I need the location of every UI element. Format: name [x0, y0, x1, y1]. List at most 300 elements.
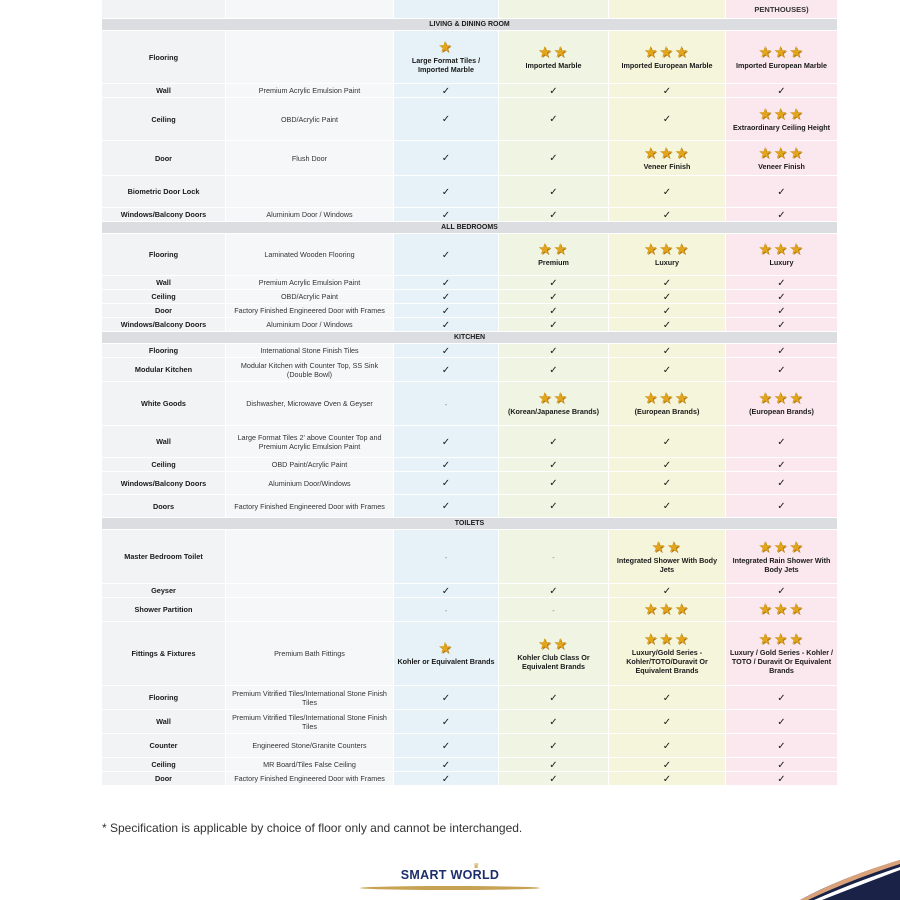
star-icon: ★ [674, 631, 691, 648]
row-specification: OBD/Acrylic Paint [226, 98, 394, 141]
star-rating [397, 40, 495, 56]
table-row [102, 290, 837, 304]
row-specification: Flush Door [226, 141, 394, 176]
tier-cell [499, 344, 609, 358]
header-cell [394, 0, 499, 19]
tier-cell [394, 358, 499, 382]
star-icon: ★ [538, 241, 554, 258]
row-item-label: Windows/Balcony Doors [102, 472, 226, 495]
star-icon: ★ [659, 390, 675, 407]
row-specification: OBD/Acrylic Paint [226, 290, 394, 304]
table-row [102, 758, 837, 772]
tier-cell [726, 734, 838, 758]
row-specification: Factory Finished Engineered Door with Frames [226, 304, 394, 318]
section-header-row [102, 222, 837, 234]
star-icon: ★ [643, 144, 660, 162]
tier-cell [499, 304, 609, 318]
table-row [102, 84, 837, 98]
star-rating [502, 391, 605, 407]
tier-cell [609, 772, 726, 786]
tier-cell [394, 208, 499, 222]
tier-cell [726, 290, 838, 304]
tier-cell [726, 84, 838, 98]
row-specification [226, 31, 394, 84]
section-title: LIVING & DINING ROOM [102, 19, 837, 31]
table-row [102, 31, 837, 84]
table-row [102, 734, 837, 758]
check-icon: ✓ [662, 85, 672, 97]
tier-description: (Korean/Japanese Brands) [507, 407, 600, 416]
tier-cell [726, 234, 838, 276]
tier-cell [394, 598, 499, 622]
check-icon: ✓ [441, 209, 451, 221]
section-title: TOILETS [102, 518, 837, 530]
tier-cell [394, 84, 499, 98]
check-icon: ✓ [777, 345, 786, 357]
check-icon: ✓ [441, 501, 451, 512]
tier-cell [609, 495, 726, 518]
check-icon: ✓ [441, 773, 451, 785]
check-icon: ✓ [777, 277, 786, 289]
tier-cell [499, 758, 609, 772]
row-item-label: Counter [102, 734, 226, 758]
dash-mark: - [444, 606, 448, 615]
star-icon: ★ [773, 144, 790, 162]
table-row [102, 318, 837, 332]
tier-cell [726, 495, 838, 518]
table-header-row [102, 0, 837, 19]
row-item-label: Flooring [102, 686, 226, 710]
check-icon: ✓ [549, 153, 558, 164]
tier-cell [499, 290, 609, 304]
check-icon: ✓ [441, 436, 451, 448]
tier-cell [609, 472, 726, 495]
row-specification [226, 598, 394, 622]
row-item-label: Flooring [102, 31, 226, 84]
row-item-label: Shower Partition [102, 598, 226, 622]
check-icon: ✓ [662, 305, 672, 317]
row-item-label: Wall [102, 710, 226, 734]
check-icon: ✓ [777, 773, 786, 785]
star-icon: ★ [773, 105, 790, 123]
tier-cell [394, 382, 499, 426]
star-icon: ★ [789, 105, 805, 123]
check-icon: ✓ [662, 345, 672, 357]
star-icon: ★ [553, 241, 569, 258]
smart-world-logo [360, 863, 540, 896]
check-icon: ✓ [549, 209, 558, 221]
star-icon: ★ [773, 241, 790, 258]
tier-cell [499, 276, 609, 290]
tier-cell [609, 358, 726, 382]
tier-cell [394, 304, 499, 318]
row-item-label: Wall [102, 426, 226, 458]
tier-description: Veneer Finish [758, 161, 805, 171]
check-icon: ✓ [777, 319, 786, 331]
star-icon: ★ [773, 43, 790, 61]
tier-description: Luxury [655, 258, 679, 267]
star-rating [729, 602, 834, 618]
check-icon: ✓ [662, 501, 672, 512]
star-rating [612, 540, 722, 556]
check-icon: ✓ [549, 501, 558, 512]
row-item-label: Windows/Balcony Doors [102, 318, 226, 332]
tier-cell [609, 598, 726, 622]
check-icon: ✓ [777, 740, 786, 752]
tier-cell [609, 208, 726, 222]
tier-description: Luxury / Gold Series - Kohler / TOTO / Duravit Or Equivalent Brands [729, 648, 834, 675]
tier-cell [394, 622, 499, 686]
check-icon: ✓ [777, 364, 786, 376]
tier-cell [499, 141, 609, 176]
tier-cell [394, 772, 499, 786]
star-icon: ★ [758, 538, 774, 556]
tier-description: Large Format Tiles / Imported Marble [411, 56, 481, 74]
star-icon: ★ [789, 600, 805, 618]
check-icon: ✓ [662, 773, 672, 785]
star-icon: ★ [643, 241, 660, 258]
row-specification: Premium Acrylic Emulsion Paint [226, 84, 394, 98]
tier-cell [394, 530, 499, 584]
table-row [102, 710, 837, 734]
table-row [102, 358, 837, 382]
row-specification: Engineered Stone/Granite Counters [226, 734, 394, 758]
row-specification: MR Board/Tiles False Ceiling [226, 758, 394, 772]
tier-cell [609, 141, 726, 176]
row-item-label: Geyser [102, 584, 226, 598]
dash-mark: - [552, 606, 555, 615]
tier-cell [609, 622, 726, 686]
star-icon: ★ [758, 241, 774, 258]
star-icon: ★ [758, 600, 774, 618]
header-cell [499, 0, 609, 19]
section-header-row [102, 518, 837, 530]
tier-cell [609, 234, 726, 276]
tier-cell [394, 31, 499, 84]
check-icon: ✓ [549, 291, 558, 303]
corner-swoosh-decoration [800, 860, 900, 900]
check-icon: ✓ [441, 692, 451, 704]
row-specification: OBD Paint/Acrylic Paint [226, 458, 394, 472]
star-rating [729, 632, 834, 648]
check-icon: ✓ [777, 186, 786, 198]
star-rating [612, 391, 722, 407]
tier-cell [609, 734, 726, 758]
row-specification: Factory Finished Engineered Door with Frames [226, 495, 394, 518]
tier-cell [499, 530, 609, 584]
tier-cell [499, 98, 609, 141]
tier-cell [726, 530, 838, 584]
tier-description: Veneer Finish [643, 161, 691, 171]
check-icon: ✓ [441, 186, 451, 198]
tier-cell [499, 176, 609, 208]
tier-cell [726, 276, 838, 290]
tier-cell [499, 686, 609, 710]
tier-cell [726, 31, 838, 84]
tier-cell [394, 426, 499, 458]
row-item-label: Flooring [102, 344, 226, 358]
check-icon: ✓ [441, 585, 451, 597]
tier-cell [394, 710, 499, 734]
dash-mark: - [444, 553, 448, 562]
row-specification: Premium Bath Fittings [226, 622, 394, 686]
table-row [102, 276, 837, 290]
tier-cell [609, 98, 726, 141]
specification-table [102, 0, 837, 786]
check-icon: ✓ [549, 436, 558, 448]
row-specification: Dishwasher, Microwave Oven & Geyser [226, 382, 394, 426]
check-icon: ✓ [549, 478, 558, 489]
row-item-label: Wall [102, 84, 226, 98]
check-icon: ✓ [662, 740, 672, 752]
row-item-label: Ceiling [102, 98, 226, 141]
tier-cell [609, 458, 726, 472]
tier-cell [726, 98, 838, 141]
tier-cell [499, 495, 609, 518]
tier-cell [609, 758, 726, 772]
check-icon: ✓ [441, 305, 451, 317]
check-icon: ✓ [441, 759, 451, 771]
tier-cell [726, 358, 838, 382]
tier-description: Imported European Marble [735, 60, 828, 70]
row-specification: Factory Finished Engineered Door with Frames [226, 772, 394, 786]
check-icon: ✓ [777, 585, 786, 597]
star-icon: ★ [789, 538, 805, 556]
table-row [102, 622, 837, 686]
row-specification: Modular Kitchen with Counter Top, SS Sink (Double Bowl) [226, 358, 394, 382]
tier-cell [609, 382, 726, 426]
tier-cell [609, 31, 726, 84]
star-icon: ★ [674, 390, 691, 407]
check-icon: ✓ [662, 585, 672, 597]
star-icon: ★ [674, 241, 691, 258]
check-icon: ✓ [662, 716, 672, 728]
table-row [102, 141, 837, 176]
tier-cell [394, 290, 499, 304]
check-icon: ✓ [549, 186, 558, 198]
tier-cell [499, 31, 609, 84]
check-icon: ✓ [662, 364, 672, 376]
row-specification: Laminated Wooden Flooring [226, 234, 394, 276]
section-title: ALL BEDROOMS [102, 222, 837, 234]
check-icon: ✓ [777, 692, 786, 704]
check-icon: ✓ [662, 114, 672, 125]
header-cell [102, 0, 226, 19]
star-icon: ★ [538, 43, 554, 61]
crown-icon: ♛ [473, 863, 480, 870]
tier-cell [726, 458, 838, 472]
check-icon: ✓ [662, 759, 672, 771]
tier-cell [394, 344, 499, 358]
check-icon: ✓ [549, 277, 558, 289]
star-icon: ★ [773, 631, 790, 648]
row-specification: Premium Vitrified Tiles/International Stone Finish Tiles [226, 686, 394, 710]
tier-cell [394, 734, 499, 758]
star-icon: ★ [643, 43, 660, 61]
star-rating [612, 242, 722, 258]
table-row [102, 426, 837, 458]
check-icon: ✓ [549, 692, 558, 704]
check-icon: ✓ [662, 186, 672, 198]
star-rating [729, 107, 834, 123]
row-specification: Premium Vitrified Tiles/International Stone Finish Tiles [226, 710, 394, 734]
row-item-label: Wall [102, 276, 226, 290]
tier-cell [499, 234, 609, 276]
check-icon: ✓ [777, 716, 786, 728]
section-title: KITCHEN [102, 332, 837, 344]
star-icon: ★ [773, 390, 790, 407]
star-icon: ★ [659, 631, 675, 648]
check-icon: ✓ [441, 291, 451, 303]
check-icon: ✓ [441, 153, 451, 164]
star-icon: ★ [674, 144, 691, 162]
tier-cell [726, 304, 838, 318]
star-icon: ★ [643, 631, 660, 648]
tier-cell [609, 318, 726, 332]
tier-cell [499, 458, 609, 472]
check-icon: ✓ [662, 319, 672, 331]
check-icon: ✓ [662, 436, 672, 448]
tier-description: Luxury/Gold Series - Kohler/TOTO/Duravit Or Equivalent Brands [626, 648, 708, 675]
check-icon: ✓ [549, 319, 558, 331]
star-icon: ★ [659, 43, 675, 61]
tier-cell [609, 176, 726, 208]
check-icon: ✓ [549, 740, 558, 752]
check-icon: ✓ [441, 114, 451, 125]
star-icon: ★ [553, 390, 569, 407]
check-icon: ✓ [441, 345, 451, 357]
star-rating [612, 146, 722, 162]
star-icon: ★ [674, 600, 691, 618]
tier-cell [726, 584, 838, 598]
section-header-row [102, 19, 837, 31]
row-specification [226, 530, 394, 584]
tier-cell [726, 208, 838, 222]
tier-cell [499, 472, 609, 495]
table-row [102, 686, 837, 710]
header-cell-penthouses: PENTHOUSES) [726, 0, 838, 19]
tier-cell [609, 710, 726, 734]
row-item-label: Ceiling [102, 290, 226, 304]
star-icon: ★ [773, 600, 790, 618]
check-icon: ✓ [549, 585, 558, 597]
row-specification: Aluminium Door / Windows [226, 318, 394, 332]
tier-cell [609, 584, 726, 598]
tier-cell [394, 686, 499, 710]
tier-cell [499, 208, 609, 222]
check-icon: ✓ [662, 459, 672, 471]
check-icon: ✓ [441, 459, 451, 471]
check-icon: ✓ [549, 716, 558, 728]
table-row [102, 382, 837, 426]
tier-description: (European Brands) [749, 407, 814, 416]
star-rating [502, 242, 605, 258]
row-item-label: Flooring [102, 234, 226, 276]
star-rating [502, 45, 605, 61]
star-icon: ★ [643, 390, 660, 407]
tier-cell [394, 458, 499, 472]
tier-cell [394, 758, 499, 772]
star-icon: ★ [659, 144, 675, 162]
star-rating [612, 602, 722, 618]
row-item-label: Door [102, 141, 226, 176]
row-item-label: Fittings & Fixtures [102, 622, 226, 686]
tier-cell [726, 472, 838, 495]
tier-description: Imported Marble [525, 60, 582, 70]
tier-description: Premium [538, 258, 569, 267]
star-rating [612, 45, 722, 61]
tier-cell [726, 758, 838, 772]
row-specification [226, 176, 394, 208]
tier-cell [499, 584, 609, 598]
tier-cell [726, 710, 838, 734]
star-icon: ★ [667, 538, 683, 556]
table-row [102, 304, 837, 318]
tier-cell [609, 426, 726, 458]
header-cell [226, 0, 394, 19]
tier-cell [499, 598, 609, 622]
tier-cell [609, 84, 726, 98]
star-icon: ★ [438, 39, 454, 56]
tier-cell [609, 304, 726, 318]
star-icon: ★ [538, 390, 554, 407]
tier-cell [499, 382, 609, 426]
check-icon: ✓ [441, 716, 451, 728]
tier-cell [394, 234, 499, 276]
tier-cell [394, 98, 499, 141]
tier-description: Luxury [769, 258, 794, 267]
check-icon: ✓ [662, 291, 672, 303]
tier-cell [499, 426, 609, 458]
row-item-label: Door [102, 304, 226, 318]
row-specification: Large Format Tiles 2' above Counter Top and Premium Acrylic Emulsion Paint [226, 426, 394, 458]
table-row [102, 472, 837, 495]
tier-cell [726, 772, 838, 786]
row-item-label: Doors [102, 495, 226, 518]
tier-cell [726, 382, 838, 426]
star-rating [397, 641, 495, 657]
row-item-label: Ceiling [102, 458, 226, 472]
tier-cell [499, 710, 609, 734]
check-icon: ✓ [777, 291, 786, 303]
tier-cell [394, 472, 499, 495]
table-row [102, 598, 837, 622]
check-icon: ✓ [777, 501, 786, 512]
table-row [102, 344, 837, 358]
row-item-label: Modular Kitchen [102, 358, 226, 382]
star-icon: ★ [553, 43, 569, 61]
tier-cell [726, 344, 838, 358]
footnote: * Specification is applicable by choice of floor only and cannot be interchanged. [102, 821, 523, 835]
star-icon: ★ [674, 43, 691, 61]
tier-cell [394, 495, 499, 518]
header-cell [609, 0, 726, 19]
star-icon: ★ [553, 635, 569, 653]
table-row [102, 458, 837, 472]
row-specification: Aluminium Door / Windows [226, 208, 394, 222]
tier-cell [394, 318, 499, 332]
tier-cell [726, 176, 838, 208]
row-item-label: Windows/Balcony Doors [102, 208, 226, 222]
row-specification: Premium Acrylic Emulsion Paint [226, 276, 394, 290]
check-icon: ✓ [777, 478, 786, 489]
row-specification [226, 584, 394, 598]
check-icon: ✓ [777, 305, 786, 317]
tier-cell [499, 734, 609, 758]
star-icon: ★ [789, 43, 805, 61]
star-icon: ★ [643, 600, 660, 618]
tier-cell [609, 276, 726, 290]
